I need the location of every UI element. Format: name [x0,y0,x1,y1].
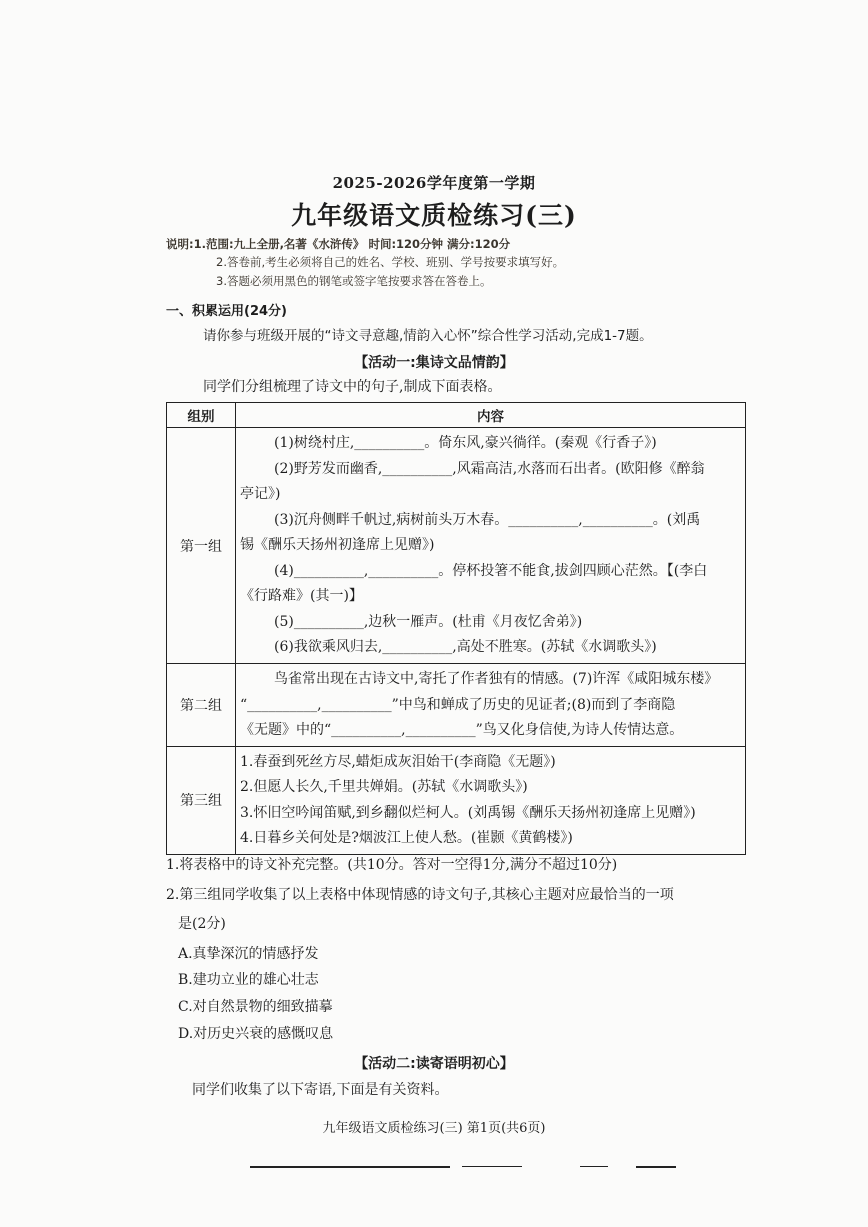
question-2-line-1: 2.第三组同学收集了以上表格中体现情感的诗文句子,其核心主题对应最恰当的一项 [166,887,674,903]
group1-line-5: 锡《酬乐天扬州初逢席上见赠》) [240,537,435,554]
activity-1-intro: 同学们分组梳理了诗文中的句子,制成下面表格。 [203,379,502,395]
group1-line-2: (2)野芳发而幽香,__________,风霜高洁,水落而石出者。(欧阳修《醉翁 [274,460,705,477]
group1-line-7: 《行路难》(其一)】 [240,588,363,605]
activity-1-title: 【活动一:集诗文品情韵】 [354,355,514,371]
group3-line-4: 4.日暮乡关何处是?烟波江上使人愁。(崔颢《黄鹤楼》) [240,830,573,846]
instruction-1: 说明:1.范围:九上全册,名著《水浒传》 时间:120分钟 满分:120分 [166,237,511,251]
group1-line-8: (5)__________,边秋一雁声。(杜甫《月夜忆舍弟》) [274,613,583,630]
page-footer: 九年级语文质检练习(三) 第1页(共6页) [322,1121,546,1136]
table-row-group1 [167,428,746,664]
table-row-group3 [167,746,746,854]
instruction-2: 2.答卷前,考生必须将自己的姓名、学校、班别、学号按要求填写好。 [216,255,565,269]
school-year: 2025-2026学年度第一学期 [332,174,536,192]
col-content-header: 内容 [236,403,746,428]
group1-line-6: (4)__________,__________。停杯投箸不能食,拔剑四顾心茫然。【(李白 [274,562,708,579]
scan-artifact-line [636,1166,676,1168]
scan-artifact-line [580,1166,608,1167]
group1-content [236,428,746,664]
group2-label: 第二组 [167,664,236,747]
section-intro: 请你参与班级开展的“诗文寻意趣,情韵入心怀”综合性学习活动,完成1-7题。 [203,328,653,344]
group2-line-1: 鸟雀常出现在古诗文中,寄托了作者独有的情感。(7)许浑《咸阳城东楼》 [274,671,719,687]
activity-2-title: 【活动二:读寄语明初心】 [354,1056,514,1072]
section-heading: 一、积累运用(24分) [166,304,287,319]
group3-label: 第三组 [167,746,236,854]
group3-line-1: 1.春蚕到死丝方尽,蜡炬成灰泪始干(李商隐《无题》) [240,753,556,770]
group1-line-1: (1)树绕村庄,__________。倚东风,豪兴徜徉。(秦观《行香子》) [274,435,657,452]
table-row-group2 [167,664,746,747]
col-group-header: 组别 [167,403,236,428]
option-b: B.建功立业的雄心壮志 [178,972,319,988]
group2-content [236,664,746,747]
group2-line-2: “__________,__________”中鸟和蝉成了历史的见证者;(8)而到了李商隐 [240,696,676,713]
option-a: A.真挚深沉的情感抒发 [178,946,319,962]
group3-line-2: 2.但愿人长久,千里共婵娟。(苏轼《水调歌头》) [240,779,528,795]
group1-label: 第一组 [167,428,236,664]
option-c: C.对自然景物的细致描摹 [178,999,333,1015]
scan-artifact-line [250,1166,450,1168]
group1-line-3: 亭记》) [240,486,281,503]
instruction-3: 3.答题必须用黑色的钢笔或签字笔按要求答在答卷上。 [216,274,492,288]
group3-content [236,746,746,854]
group1-line-9: (6)我欲乘风归去,__________,高处不胜寒。(苏轼《水调歌头》) [274,639,657,656]
activity-2-intro: 同学们收集了以下寄语,下面是有关资料。 [192,1082,449,1098]
scan-artifact-line [462,1166,522,1167]
question-2-line-2: 是(2分) [178,916,226,932]
group2-line-3: 《无题》中的“__________,__________”鸟又化身信使,为诗人传情达意。 [240,722,684,738]
question-1: 1.将表格中的诗文补充完整。(共10分。答对一空得1分,满分不超过10分) [166,857,618,873]
group1-line-4: (3)沉舟侧畔千帆过,病树前头万木春。__________,__________。(刘禹 [274,511,701,528]
poetry-table [166,402,746,855]
option-d: D.对历史兴衰的感慨叹息 [178,1026,334,1042]
group3-line-3: 3.怀旧空吟闻笛赋,到乡翻似烂柯人。(刘禹锡《酬乐天扬州初逢席上见赠》) [240,804,696,821]
exam-title: 九年级语文质检练习(三) [291,201,577,230]
table-header-row [167,403,746,428]
